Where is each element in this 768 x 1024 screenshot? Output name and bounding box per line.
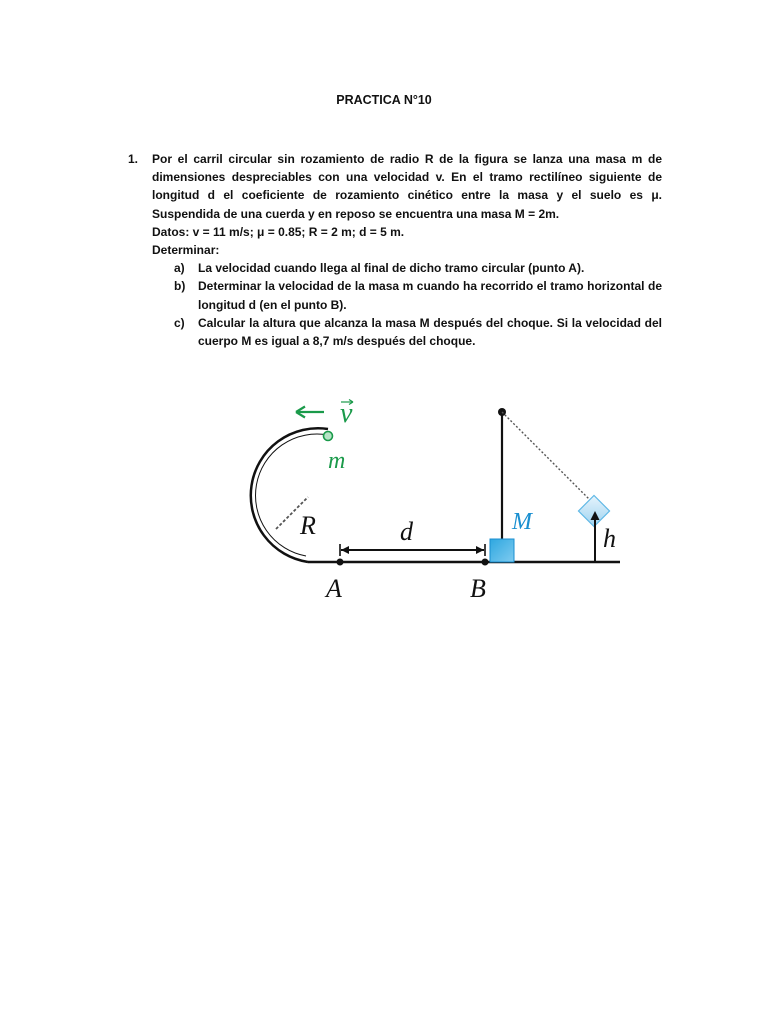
- velocity-label: v: [340, 398, 353, 429]
- question-marker-b: b): [174, 279, 186, 294]
- question-text-a: La velocidad cuando llega al final de dicho tramo circular (punto A).: [198, 261, 585, 276]
- question-marker-a: a): [174, 261, 185, 276]
- big-mass-block: [490, 539, 514, 562]
- velocity-arrow-icon: [296, 407, 324, 418]
- point-b-marker: [482, 559, 489, 566]
- question-marker-c: c): [174, 315, 185, 330]
- problem-body: [152, 150, 662, 350]
- problem-determinar: Determinar:: [152, 243, 220, 258]
- page-title: PRACTICA N°10: [336, 93, 432, 107]
- problem-statement: Por el carril circular sin rozamiento de radio R de la figura se lanza una masa m de dimensiones despreciables con una velocidad v. En el tramo rectilíneo siguiente de longitud d el coeficiente de rozamiento cinético entre la masa y el suelo es μ. Suspendida de una cuerda y en reposo se encuentra una masa M = 2m.: [152, 152, 662, 221]
- problem-number: 1.: [128, 152, 139, 166]
- distance-label: d: [400, 517, 413, 546]
- swung-string: [502, 412, 590, 500]
- height-label: h: [603, 524, 616, 553]
- point-a-label: A: [326, 574, 342, 603]
- question-item-a: [152, 259, 662, 277]
- radius-label: R: [300, 511, 316, 540]
- question-text-c: Calcular la altura que alcanza la masa M después del choque. Si la velocidad del cuerpo M es igual a 8,7 m/s después del choque.: [198, 315, 662, 349]
- question-text-b: Determinar la velocidad de la masa m cuando ha recorrido el tramo horizontal de longitud d (en el punto B).: [198, 279, 662, 312]
- height-arrow-icon: [591, 511, 600, 562]
- problem-1: [126, 150, 662, 350]
- point-b-label: B: [470, 574, 486, 603]
- question-item-c: [152, 314, 662, 350]
- question-list: [152, 259, 662, 350]
- physics-figure: [240, 392, 630, 612]
- small-mass-label: m: [328, 448, 346, 474]
- point-a-marker: [337, 559, 344, 566]
- figure-svg: [240, 392, 630, 607]
- question-item-b: [152, 277, 662, 313]
- problem-datos: Datos: v = 11 m/s; μ = 0.85; R = 2 m; d = 5 m.: [152, 224, 405, 239]
- circular-track: [251, 428, 328, 562]
- small-mass-icon: [324, 432, 333, 441]
- big-mass-label: M: [512, 509, 532, 535]
